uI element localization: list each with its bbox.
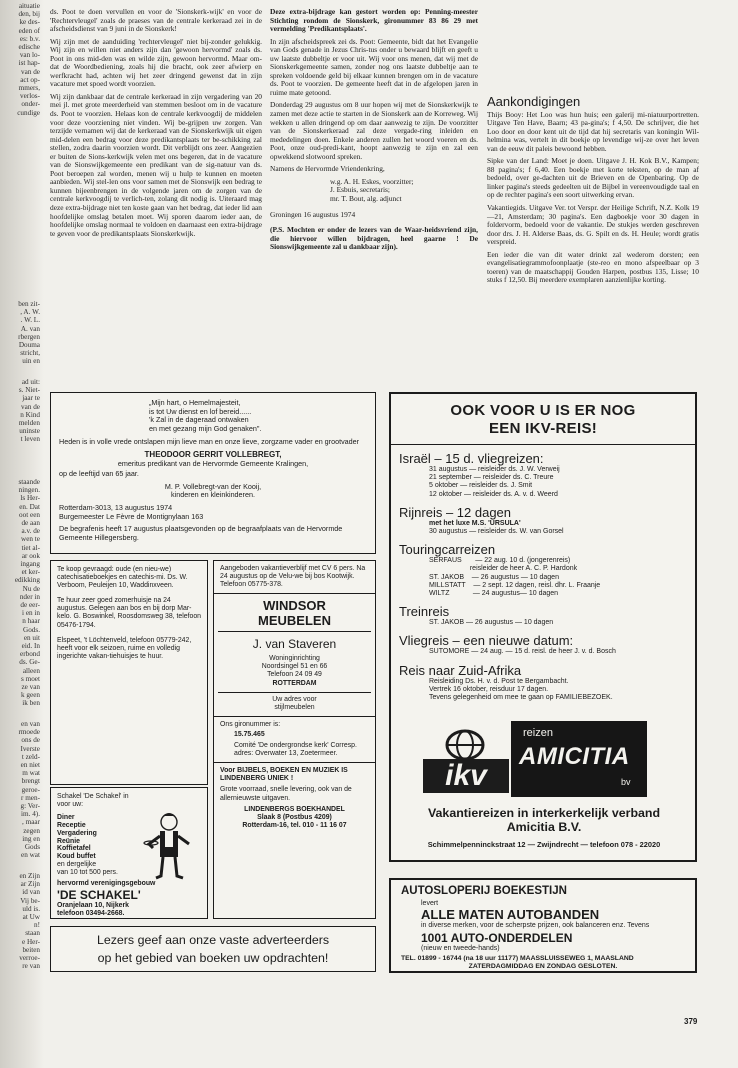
- schakel-address: Oranjelaan 10, Nijkerk: [57, 901, 130, 909]
- destination-rijn: Rijnreis – 12 dagen: [399, 504, 512, 520]
- gutter-line: r men-: [21, 793, 40, 802]
- gutter-line: Gods: [24, 843, 40, 852]
- gutter-line: rmoede: [18, 728, 40, 737]
- gutter-line: Iverste: [20, 744, 40, 753]
- gutter-line: uin en: [22, 357, 40, 366]
- notice-address: Burgemeester Le Fèvre de Montignylaan 163: [59, 511, 204, 521]
- gutter-line: , maar: [22, 818, 40, 827]
- trip-line: 21 september — reisleider ds. C. Treure: [429, 474, 554, 482]
- gutter-line: melden: [18, 419, 40, 428]
- trip-line: 30 augustus — reisleider ds. W. van Gorsel: [429, 528, 564, 536]
- announcement: Vakantiegids. Uitgave Ver. tot Verspr. der Heilige Schrift, N.Z. Kolk 19—21, Amsterdam; 30 pagina's. Een dagboekje voor 30 dagen in foldervorm, bedoeld voor de vakantie. De stukjes werden geschreven door drs. J. H. Alderse Baas, ds. G. Spilt en ds. H. Heule; wordt gratis verspreid.: [487, 203, 699, 247]
- postscript: (P.S. Mochten er onder de lezers van de Waar-heidsvriend zijn, die hiervoor willen bijdragen, heel gaarne ! De Sionswijkgemeente zal u dankbaar zijn).: [270, 225, 478, 252]
- notice-intro: Heden is in volle vrede ontslapen mijn lieve man en onze lieve, zorgzame vader en grootvader: [59, 437, 360, 447]
- gutter-block: [0, 872, 44, 970]
- announcements-heading: Aankondigingen: [487, 94, 581, 109]
- gutter-line: en van: [21, 720, 40, 728]
- gutter-line: ze van: [21, 683, 40, 692]
- gutter-line: edikking: [14, 576, 40, 585]
- trip-line: 31 augustus — reisleider ds. J. W. Verweij: [429, 466, 560, 473]
- giro-label: Ons gironummer is:: [220, 720, 281, 728]
- gutter-line: t zeld-: [21, 752, 40, 761]
- gutter-line: ik ben: [22, 699, 40, 708]
- classified-ad: Te koop gevraagd: oude (en nieu-we) catechisatieboekjes en catechis-mi. Ds. W. Verboom, Peuleijen 10, Waddinxveen.: [57, 566, 188, 590]
- gutter-line: ons de: [21, 736, 40, 745]
- trip-line: ST. JAKOB — 26 augustus — 10 dagen: [429, 573, 559, 581]
- windsor-logo: [218, 598, 371, 632]
- autosloperij-levert: levert: [421, 900, 439, 907]
- store-phone: Telefoon 24 09 49: [267, 671, 322, 679]
- trip-line: SUTOMORE — 24 aug. — 15 d. reisl. de heer J. v. d. Bosch: [429, 648, 616, 656]
- service-item: Receptie: [57, 821, 86, 829]
- gutter-line: . W. L.: [20, 316, 40, 325]
- ikv-headline: EEN IKV-REIS!: [488, 420, 598, 437]
- schakel-building: hervormd verenigingsgebouw: [57, 880, 156, 888]
- gutter-line: e Her-: [21, 937, 40, 946]
- gutter-block: [0, 720, 44, 859]
- committee-info: Comité 'De ondergrondse kerk' Corresp. adres: Overwater 13, Zoetermeer.: [234, 742, 357, 758]
- gutter-line: ar ook: [21, 551, 40, 560]
- article-column-2: [270, 8, 478, 256]
- lindenberg-bookstore-ad: [214, 762, 375, 834]
- waiter-illustration-icon: [143, 810, 199, 882]
- gutter-line: geroe-: [21, 785, 40, 794]
- vacation-rental-ad: Aangeboden vakantieverblijf met CV 6 pers. Na 24 augustus op de Velu-we bij bos Kootwijk. Telefoon 05775-378.: [220, 565, 366, 589]
- gutter-line: ist hap-: [18, 59, 40, 68]
- autosloperij-closed: ZATERDAGMIDDAG EN ZONDAG GESLOTEN.: [468, 963, 618, 970]
- bv-label: bv: [621, 777, 631, 787]
- bookstore-subline: Grote voorraad, snelle levering, ook van de allernieuwste uitgaven.: [220, 786, 352, 802]
- ikv-tagline: [399, 806, 689, 834]
- gutter-line: cundige: [17, 108, 40, 117]
- windsor-furniture-ad: [214, 593, 375, 716]
- gutter-line: Gods.: [23, 625, 40, 634]
- gutter-block: [0, 478, 44, 708]
- signatory: mr. T. Bout, alg. adjunct: [330, 193, 402, 203]
- deceased-age: op de leeftijd van 65 jaar.: [59, 469, 139, 479]
- gutter-line: Douma: [18, 341, 40, 350]
- gutter-line: de eer-: [20, 601, 40, 610]
- quote-line: is tot Uw dienst en lof bereid......: [149, 406, 252, 416]
- gutter-line: ing en: [22, 834, 40, 843]
- bookstore-city: Rotterdam-16, tel. 010 - 11 16 07: [242, 821, 347, 829]
- trip-line: Tevens gelegenheid om mee te gaan op FAMILIEBEZOEK.: [429, 694, 613, 702]
- schakel-phone: telefoon 03494-2668.: [57, 909, 125, 917]
- signatories: [330, 178, 478, 204]
- destination-zuid-afrika: Reis naar Zuid-Afrika: [399, 662, 522, 678]
- gutter-line: s. Niet-: [18, 386, 40, 395]
- store-name: J. van Staveren: [252, 637, 337, 652]
- gutter-line: oot een: [19, 510, 40, 519]
- gutter-line: beiten: [22, 945, 40, 954]
- gutter-line: staande: [18, 478, 40, 486]
- trip-line: reisleider de heer A. C. P. Hardonk: [429, 565, 578, 573]
- gutter-line: van lo-: [19, 51, 40, 60]
- banner-line: op het gebied van boeken uw opdrachten!: [97, 951, 329, 965]
- gutter-line: Nu de: [22, 584, 40, 593]
- ikv-headline: OOK VOOR U IS ER NOG: [450, 402, 636, 419]
- gutter-block: [0, 300, 44, 366]
- bookstore-name: LINDENBERGS BOEKHANDEL: [244, 805, 345, 813]
- amicitia-wordmark: AMICITIA: [519, 743, 630, 770]
- gutter-line: n haar: [22, 617, 40, 626]
- bookstore-headline: Voor BIJBELS, BOEKEN EN MUZIEK IS LINDENBERG UNIEK !: [220, 767, 348, 783]
- gutter-line: ke des-: [19, 18, 40, 27]
- gutter-line: jaar te: [22, 394, 40, 403]
- gutter-block: [0, 378, 44, 444]
- autosloperij-ad: [389, 878, 697, 973]
- gutter-line: edische: [18, 43, 40, 52]
- gutter-line: en uit: [23, 633, 40, 642]
- gutter-line: re van: [22, 962, 40, 971]
- gutter-line: n!: [34, 921, 40, 930]
- page-number: 379: [684, 1017, 698, 1026]
- classified-ads-middle: [213, 560, 376, 919]
- gutter-line: erbond: [20, 650, 40, 659]
- gutter-line: i en in: [22, 609, 40, 618]
- gutter-line: id van: [22, 888, 40, 897]
- gutter-line: aituatie: [18, 2, 40, 10]
- bookstore-address: Slaak 8 (Postbus 4209): [257, 813, 332, 821]
- trip-line: Reisleiding Ds. H. v. d. Post te Bergambacht.: [429, 677, 569, 685]
- gutter-line: stricht,: [20, 349, 40, 358]
- autosloperij-onderdelen: 1001 AUTO-ONDERDELEN: [421, 931, 573, 945]
- trip-line: WILTZ — 24 augustus— 10 dagen: [429, 590, 559, 598]
- gutter-line: ingang: [20, 560, 40, 569]
- tagline-line: Amicitia B.V.: [506, 820, 582, 834]
- ikv-amicitia-logo: [421, 721, 647, 797]
- destination-trein: Treinreis: [399, 604, 450, 620]
- store-address: Noordsingel 51 en 66: [261, 663, 328, 671]
- gutter-line: nder in: [19, 592, 40, 601]
- trip-line: SERFAUS — 22 aug. 10 d. (jongerenreis): [429, 557, 571, 565]
- signatory: J. Esbuis, secretaris;: [330, 185, 390, 195]
- gutter-line: en. Dat: [19, 502, 40, 511]
- ikv-wordmark: ikv: [445, 759, 487, 792]
- classified-ad: Te huur zeer goed zomerhuisje na 24 augustus. Gelegen aan bos en bij dorp Mar-kelo. G. Boswinkel, Roosdomsweg 38, telefoon 05476-1794.: [57, 597, 202, 629]
- gutter-line: ben zit-: [18, 300, 40, 308]
- gutter-line: k geen: [21, 691, 40, 700]
- gutter-line: staan: [25, 929, 40, 938]
- gutter-line: ningen.: [18, 486, 40, 495]
- tagline-line: Vakantiereizen in interkerkelijk verband: [427, 806, 661, 820]
- trip-line: Vertrek 16 oktober, reisduur 17 dagen.: [429, 685, 549, 693]
- service-item: Koffietafel: [57, 845, 91, 853]
- gutter-line: es: b.v.: [19, 34, 40, 43]
- gutter-line: n Kind: [20, 410, 40, 419]
- trip-line: 12 oktober — reisleider ds. A. v. d. Weerd: [429, 490, 558, 498]
- notice-address: Rotterdam-3013, 13 augustus 1974: [59, 502, 173, 512]
- trip-line: met het luxe M.S. 'URSULA': [429, 519, 521, 527]
- gutter-line: onder-: [21, 100, 40, 109]
- article-paragraph: Wij zijn met de aanduiding 'rechtervleugel' niet bij-zonder gelukkig. Wij zijn en willen niet anders zijn dan 'gewoon hervormd' zoals ds. Poot in ons mid-den was en wilde zijn, gewoon hervormd. Maar om-dat de Woordbediening, zoals hij die bracht, ook zeer afwierp en werfkracht had, achten wij het zeer dringend gewenst dat in zijn vacature met spoed wordt voorzien.: [50, 36, 262, 89]
- gutter-line: en Zijn: [19, 872, 40, 880]
- gutter-line: rbergen: [18, 332, 40, 341]
- gutter-line: g: Ver-: [20, 802, 40, 811]
- gutter-line: zegen: [23, 826, 40, 835]
- ikv-logo-panel: [421, 721, 511, 797]
- windsor-subtitle: MEUBELEN: [258, 613, 331, 629]
- destination-vlieg: Vliegreis – een nieuwe datum:: [399, 633, 574, 649]
- trip-line: ST. JAKOB — 26 augustus — 10 dagen: [429, 619, 554, 627]
- deceased-name: THEODOOR GERRIT VOLLEBREGT,: [144, 449, 282, 459]
- quote-line: en met gezang mijn God genaken".: [149, 423, 262, 433]
- announcements-column: [487, 94, 699, 289]
- place-date: Groningen 16 augustus 1974: [270, 210, 356, 220]
- service-item: Vergadering: [57, 829, 97, 837]
- trip-line: MILLSTATT — 2 sept. 12 dagen, reisl. dhr. L. Fraanje: [429, 581, 601, 589]
- gutter-line: van de: [21, 67, 40, 76]
- quote-line: „Mijn hart, o Hemelmajesteit,: [149, 398, 241, 407]
- announcement: Sipke van der Land: Moet je doen. Uitgave J. H. Kok B.V., Kampen; 88 pagina's; f 6,40. Een boekje met korte teksten, op de man af bedoeld, over ge-dachten uit de Brieven en de Openbaring. Op de linker pagina's steeds gedeelten uit de Bijbel in vereenvoudigde taal en op de rechter pagina's een soort uitwerking ervan.: [487, 156, 699, 200]
- gutter-line: m wat: [22, 769, 40, 778]
- gutter-line: verlos-: [20, 92, 40, 101]
- ikv-travel-ad: [389, 392, 697, 862]
- gutter-line: van de: [21, 402, 40, 411]
- service-item: Reünie: [57, 837, 80, 845]
- gutter-line: eid. In: [21, 642, 40, 651]
- destination-touring: Touringcarreizen: [399, 542, 496, 558]
- gutter-line: im. 4).: [21, 810, 40, 819]
- gutter-line: uld is.: [22, 904, 40, 913]
- announcement: Thijs Booy: Het Loo was hun huis; een galerij mi-niatuurportretten. Uitgave Ten Have, Baarn; 43 pa-gina's; f 4,50. De schrijver, die het Loo door en door kent uit de tijd dat hij secretaris van koningin Wil-helmina was, vertelt in dit boekje op levendige wij-ze over het leven van de eeuw dit paleis bewoond hebben.: [487, 109, 699, 153]
- gutter-line: alleen: [22, 666, 40, 675]
- gutter-line: Vij be-: [20, 896, 40, 905]
- autosloperij-phone: TEL. 01899 - 16744 (na 18 uur 11177) MAASSLUISSEWEG 1, MAASLAND: [401, 955, 634, 962]
- gutter-line: ls Her-: [20, 494, 40, 503]
- announcement: Een ieder die van dit water drinkt zal wederom dorsten; een evangelisatiegrammofoonplaatje (ste-reo en mono afspeelbaar op 3 toeren) van de maatschappij Gouden Harpen, postbus 135, Lisse; 10 stuks f 12,50. Bij meerdere exemplaren aanzienlijke korting.: [487, 249, 699, 285]
- ikv-address: Schimmelpenninckstraat 12 — Zwijndrecht — telefoon 078 - 22020: [427, 840, 661, 849]
- deceased-title: emeritus predikant van de Hervormde Gemeente Kralingen,: [117, 458, 309, 468]
- gutter-line: , A. W.: [20, 308, 40, 317]
- gutter-line: den, bij: [18, 10, 40, 19]
- classified-ads-left: [50, 560, 208, 785]
- service-item: en dergelijke: [57, 861, 97, 869]
- trip-line: 5 oktober — reisleider ds. J. Smit: [429, 482, 533, 490]
- gutter-line: a.v. de: [21, 527, 40, 536]
- banner-line: Lezers geef aan onze vaste adverteerders: [96, 933, 330, 947]
- gutter-line: eden of: [18, 26, 40, 35]
- gutter-line: act op-: [20, 75, 40, 84]
- family: kinderen en kleinkinderen.: [171, 490, 255, 500]
- schakel-name: 'DE SCHAKEL': [57, 887, 141, 902]
- gutter-line: ds. Ge-: [19, 658, 40, 667]
- autosloperij-onderdelen-sub: (nieuw en tweede-hands): [421, 945, 500, 952]
- service-item: van 10 tot 500 pers.: [57, 869, 118, 877]
- store-tagline: stijlmeubelen: [274, 703, 315, 711]
- signatory: w.g. A. H. Eskes, voorzitter;: [330, 176, 414, 186]
- gutter-line: wen te: [21, 535, 40, 544]
- donation-instructions: Deze extra-bijdrage kan gestort worden op: Penning-meester Stichting rondom de Sionskerk, gironummer 83 86 29 met vermelding 'Predikantsplaats'.: [270, 7, 478, 34]
- article-paragraph: Wij zijn dankbaar dat de centrale kerkeraad in zijn vergadering van 20 mei jl. met grote meerderheid van stemmen besloot om in de vacature ds. Poot te voorzien. Helaas kon de centrale kerkvoogdij de middelen voor deze voorziening niet vinden. Wij be-grijpen uw zorgen. Van terzijde vernamen wij dat de kerkeraad van de Sionskerkwijk uit eigen mid-delen een bedrag voor deze predikantsplaats ter be-schikking zal stellen, zodra daarin voorzien wordt. Dit verblijdt ons zeer. Aangezien er buiten de Sions-kerkwijk velen met ons begeren, dat in de vacature van de Sionswijkgemeente een predikant van de sig-natuur van ds. Poot beroepen zal worden, menen wij u hulp te kunnen en moeten aanbieden. Wij stel-len ons voor samen met de Sionswijk een bedrag te kunnen bijeenbrengen in de volgende jaren om de zorgen van de centrale kerkvoogdij te verlich-ten, zolang dit nodig is. Uiteraard mag deze extra-bijdrage niet ten koste gaan van het bedrag, dat ieder lid aan hoofdelijke omslag betalen moet. Wij sporen daarom ieder aan, de hoofdelijke omslag normaal te voldoen en daarnaast een extra-bijdrage te geven voor de predikantsplaats Sionskerkwijk.: [50, 91, 262, 238]
- windsor-title: WINDSOR: [263, 598, 326, 614]
- giro-ad: [214, 716, 375, 762]
- gutter-line: tiet al-: [21, 543, 40, 552]
- gutter-line: mmers,: [18, 84, 40, 93]
- store-tagline: Uw adres voor: [218, 692, 371, 704]
- article-paragraph: In zijn afscheidspreek zei ds. Poot: Gemeente, bidt dat het Evangelie van Gods genade in Jezus Chris-tus onder u bewaard blijft en geeft u uw laatste dubbeltje er voor uit. Wij voor ons menen, dat wij met de Sionskerkgemeente samen, zonder nog ons laatste dubbeltje aan te spreken voldoende geld bij elkaar kunnen brengen om in de vacature ds. Poot te voorzien. De gemeente heeft dat in de afgelopen jaren in ruime mate getoond.: [270, 36, 478, 97]
- article-column-1: [50, 8, 262, 242]
- gutter-block: [0, 2, 44, 117]
- gutter-line: at Uw: [22, 913, 40, 922]
- de-schakel-ad: [50, 787, 208, 919]
- family: M. P. Vollebregt-van der Kooij,: [164, 481, 262, 491]
- gutter-line: ar Zijn: [20, 880, 40, 889]
- autosloperij-banden: ALLE MATEN AUTOBANDEN: [421, 907, 600, 922]
- store-city: ROTTERDAM: [272, 679, 317, 687]
- schakel-heading: Schakel 'De Schakel' in voor uw:: [57, 793, 129, 808]
- service-item: Diner: [57, 813, 75, 821]
- gutter-line: et ker-: [21, 568, 40, 577]
- quote-line: 'k Zal in de dageraad ontwaken: [149, 415, 249, 425]
- gutter-line: verroe-: [19, 954, 40, 963]
- article-paragraph: ds. Poot te doen vervullen en voor de 'Sionskerk-wijk' en voor de 'Rechtervleugel' zoals de praeses van de centrale kerkeraad zei in de afscheidsdienst van 9 juni in de Sionskerk!: [50, 7, 262, 34]
- gutter-line: uninste: [19, 427, 40, 436]
- gutter-line: t leven: [20, 435, 40, 444]
- classified-ad: Elspeet, 't Löchtenveld, telefoon 05779-242, heeft voor elk seizoen, ruime en volledig ingerichte vakan-tiehuisjes te huur.: [57, 636, 192, 660]
- previous-page-gutter: [0, 0, 44, 1068]
- gutter-line: s moet: [21, 674, 40, 683]
- destination-israel: Israël – 15 d. vliegreizen:: [399, 451, 544, 466]
- giro-number: 15.75.465: [234, 730, 265, 738]
- burial-info: De begrafenis heeft 17 augustus plaatsgevonden op de begraafplaats van de Hervormde Gemeente Hillegersberg.: [59, 524, 343, 542]
- gutter-line: A. van: [20, 324, 40, 333]
- service-item: Koud buffet: [57, 853, 96, 861]
- store-type: Woninginrichting: [269, 655, 320, 663]
- gutter-line: de aan: [21, 519, 40, 528]
- article-paragraph: Donderdag 29 augustus om 8 uur hopen wij met de Sionskerkwijk te zamen met deze actie te starten in de Sionskerk aan de Korreweg. Wij wekken u allen dringend op om daar aanwezig te zijn. De voorzitter van de Sionskerkeraad zal deze vergade-ring inleiden en mededelingen doen. Enkele anderen zullen het woord voeren en ds. Poot, onze oud-predi-kant, hoopt aanwezig te zijn en zal een opwekkend slotwoord spreken.: [270, 100, 478, 161]
- signoff: Namens de Hervormde Vriendenkring,: [270, 164, 385, 174]
- autosloperij-title: AUTOSLOPERIJ BOEKESTIJN: [401, 885, 567, 897]
- gutter-line: en wat: [21, 851, 40, 860]
- autosloperij-banden-sub: in diverse merken, voor de scherpste prijzen, ook balanceren enz. Tevens: [421, 922, 650, 929]
- notice-quote: [149, 399, 367, 433]
- gutter-line: brengt: [21, 777, 40, 786]
- death-notice: [50, 392, 376, 554]
- gutter-line: ad uit:: [21, 378, 40, 386]
- advertiser-banner: [50, 926, 376, 972]
- gutter-line: en niet: [20, 761, 40, 770]
- reizen-label: reizen: [523, 727, 553, 739]
